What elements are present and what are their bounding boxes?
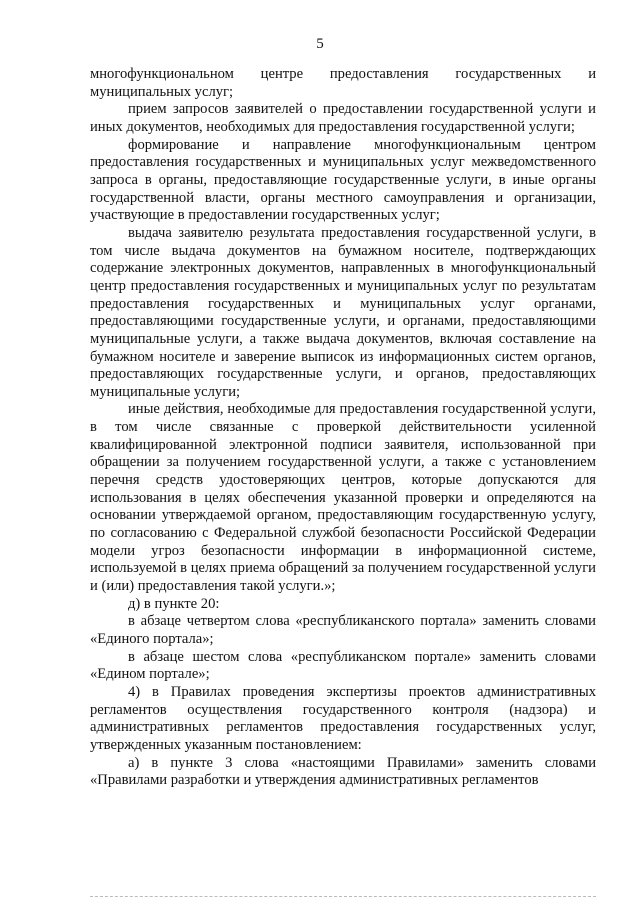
paragraph-fourth-abzac: в абзаце четвертом слова «республиканского портала» заменить словами «Единого портала»; <box>90 613 596 647</box>
paragraph-clause-20: д) в пункте 20: <box>128 595 220 612</box>
paragraph-continuation: многофункциональном центре предоставления государственных и муниципальных услуг; <box>90 66 596 100</box>
paragraph-sixth-abzac: в абзаце шестом слова «республиканском портале» заменить словами «Едином портале»; <box>90 648 596 683</box>
paragraph-clause-3: а) в пункте 3 слова «настоящими Правилами» заменить словами «Правилами разработки и утверждения административных регламентов <box>90 754 596 789</box>
paragraph-rules-expertise: 4) в Правилах проведения экспертизы проектов административных регламентов осуществления государственного контроля (надзора) и административных регламентов предоставления государственных услуг, утвержденных указанным постановлением: <box>90 683 596 753</box>
page-number: 5 <box>316 36 324 52</box>
paragraph-issuing-result: выдача заявителю результата предоставления государственной услуги, в том числе выдача документов на бумажном носителе, подтверждающих содержание электронных документов, направленных в многофункциональный центр предоставления государственных и муниципальных услуг по результатам предоставления государственных и муниципальных услуг органами, предоставляющими государственные услуги, и органами, предоставляющими муниципальные услуги, а также выдача документов, включая составление на бумажном носителе и заверение выписок из информационных систем органов, предоставляющих государственные услуги, и органов, предоставляющих муниципальные услуги; <box>90 224 596 400</box>
page-bottom-edge <box>90 896 596 897</box>
document-body <box>90 66 596 790</box>
paragraph-receiving-requests: прием запросов заявителей о предоставлении государственной услуги и иных документов, необходимых для предоставления государственной услуги; <box>90 101 596 135</box>
paragraph-other-actions: иные действия, необходимые для предоставления государственной услуги, в том числе связанные с проверкой действительности усиленной квалифицированной электронной подписи заявителя, использованной при обращении за получением государственной услуги, а также с установлением перечня средств удостоверяющих центров, которые допускаются для использования в целях обеспечения указанной проверки и определяются на основании утверждаемой органом, предоставляющим государственную услугу, по согласованию с Федеральной службой безопасности Российской Федерации модели угроз безопасности информации в информационной системе, используемой в целях приема обращений за получением государственной услуги и (или) предоставления такой услуги.»; <box>90 401 596 595</box>
paragraph-interagency-request: формирование и направление многофункциональным центром предоставления государственных и муниципальных услуг межведомственного запроса в органы, предоставляющие государственные услуги, в иные органы государственной власти, органы местного самоуправления и организации, участвующие в предоставлении государственных услуг; <box>90 136 596 224</box>
